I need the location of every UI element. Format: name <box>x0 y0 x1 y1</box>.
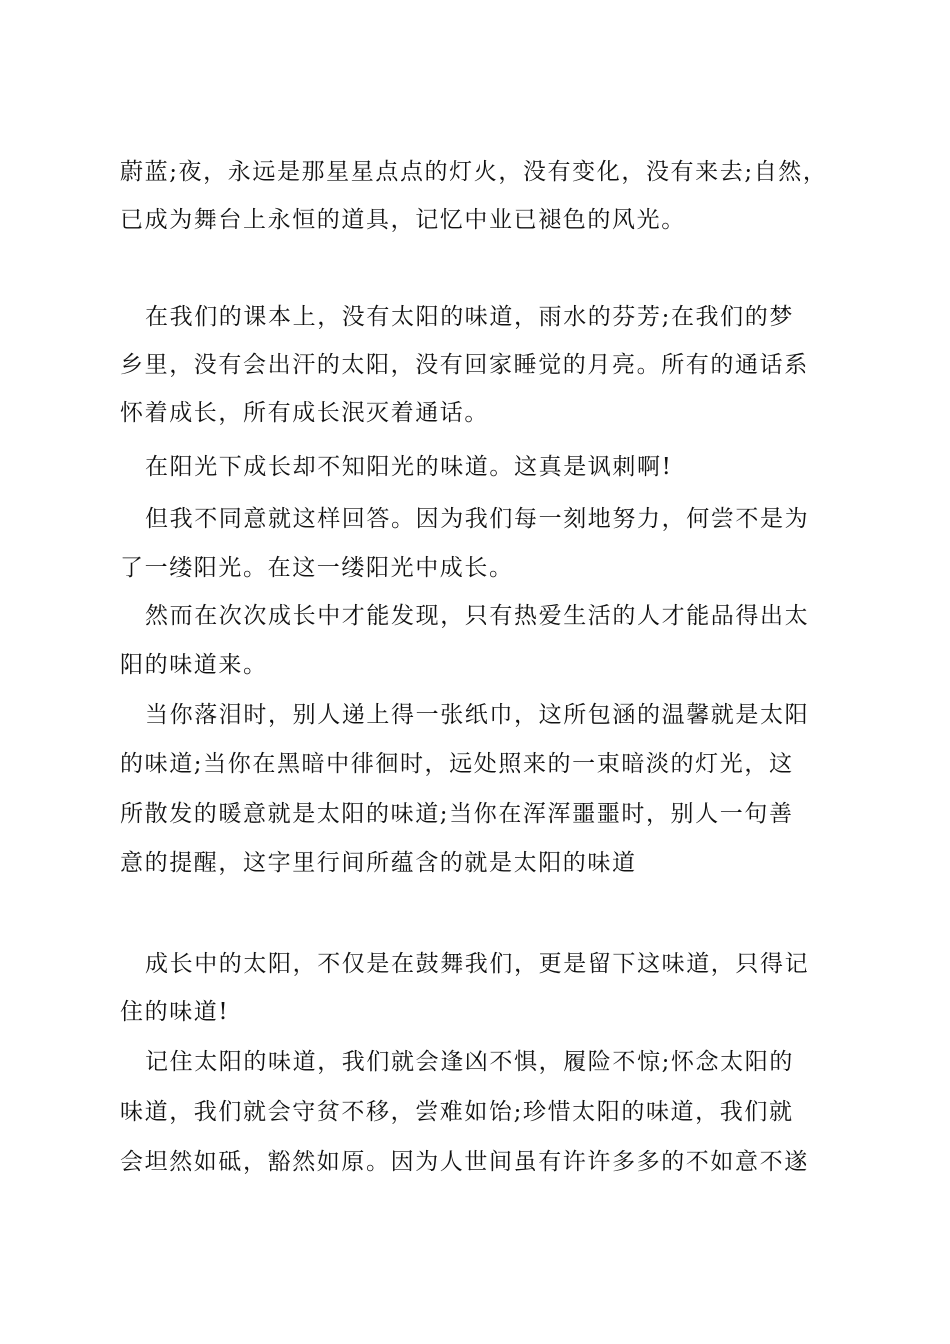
text-line: 会坦然如砥，豁然如原。因为人世间虽有许许多多的不如意不遂 <box>120 1149 809 1175</box>
text-line: 已成为舞台上永恒的道具，记忆中业已褪色的风光。 <box>120 207 686 233</box>
paragraph-start-line: 在我们的课本上，没有太阳的味道，雨水的芬芳;在我们的梦 <box>145 304 794 330</box>
text-line: 意的提醒，这字里行间所蕴含的就是太阳的味道 <box>120 850 637 876</box>
text-line: 蔚蓝;夜，永远是那星星点点的灯火，没有变化，没有来去;自然， <box>120 159 828 185</box>
text-line: 所散发的暖意就是太阳的味道;当你在浑浑噩噩时，别人一句善 <box>120 801 794 827</box>
text-line: 乡里，没有会出汗的太阳，没有回家睡觉的月亮。所有的通话系 <box>120 352 809 378</box>
text-line: 的味道;当你在黑暗中徘徊时，远处照来的一束暗淡的灯光，这 <box>120 751 794 777</box>
paragraph-start-line: 成长中的太阳，不仅是在鼓舞我们，更是留下这味道，只得记 <box>145 951 810 977</box>
paragraph-start-line: 记住太阳的味道，我们就会逢凶不惧，履险不惊;怀念太阳的 <box>145 1049 794 1075</box>
paragraph-start-line: 当你落泪时，别人递上得一张纸巾，这所包涵的温馨就是太阳 <box>145 702 810 728</box>
text-line: 味道，我们就会守贫不移，尝难如饴;珍惜太阳的味道，我们就 <box>120 1099 794 1125</box>
text-line: 住的味道! <box>120 999 230 1025</box>
paragraph-start-line: 然而在次次成长中才能发现，只有热爱生活的人才能品得出太 <box>145 603 810 629</box>
paragraph-start-line: 但我不同意就这样回答。因为我们每一刻地努力，何尝不是为 <box>145 506 810 532</box>
text-line: 了一缕阳光。在这一缕阳光中成长。 <box>120 555 514 581</box>
text-line: 怀着成长，所有成长泯灭着通话。 <box>120 400 489 426</box>
text-line: 阳的味道来。 <box>120 652 268 678</box>
paragraph-start-line: 在阳光下成长却不知阳光的味道。这真是讽刺啊! <box>145 454 673 480</box>
